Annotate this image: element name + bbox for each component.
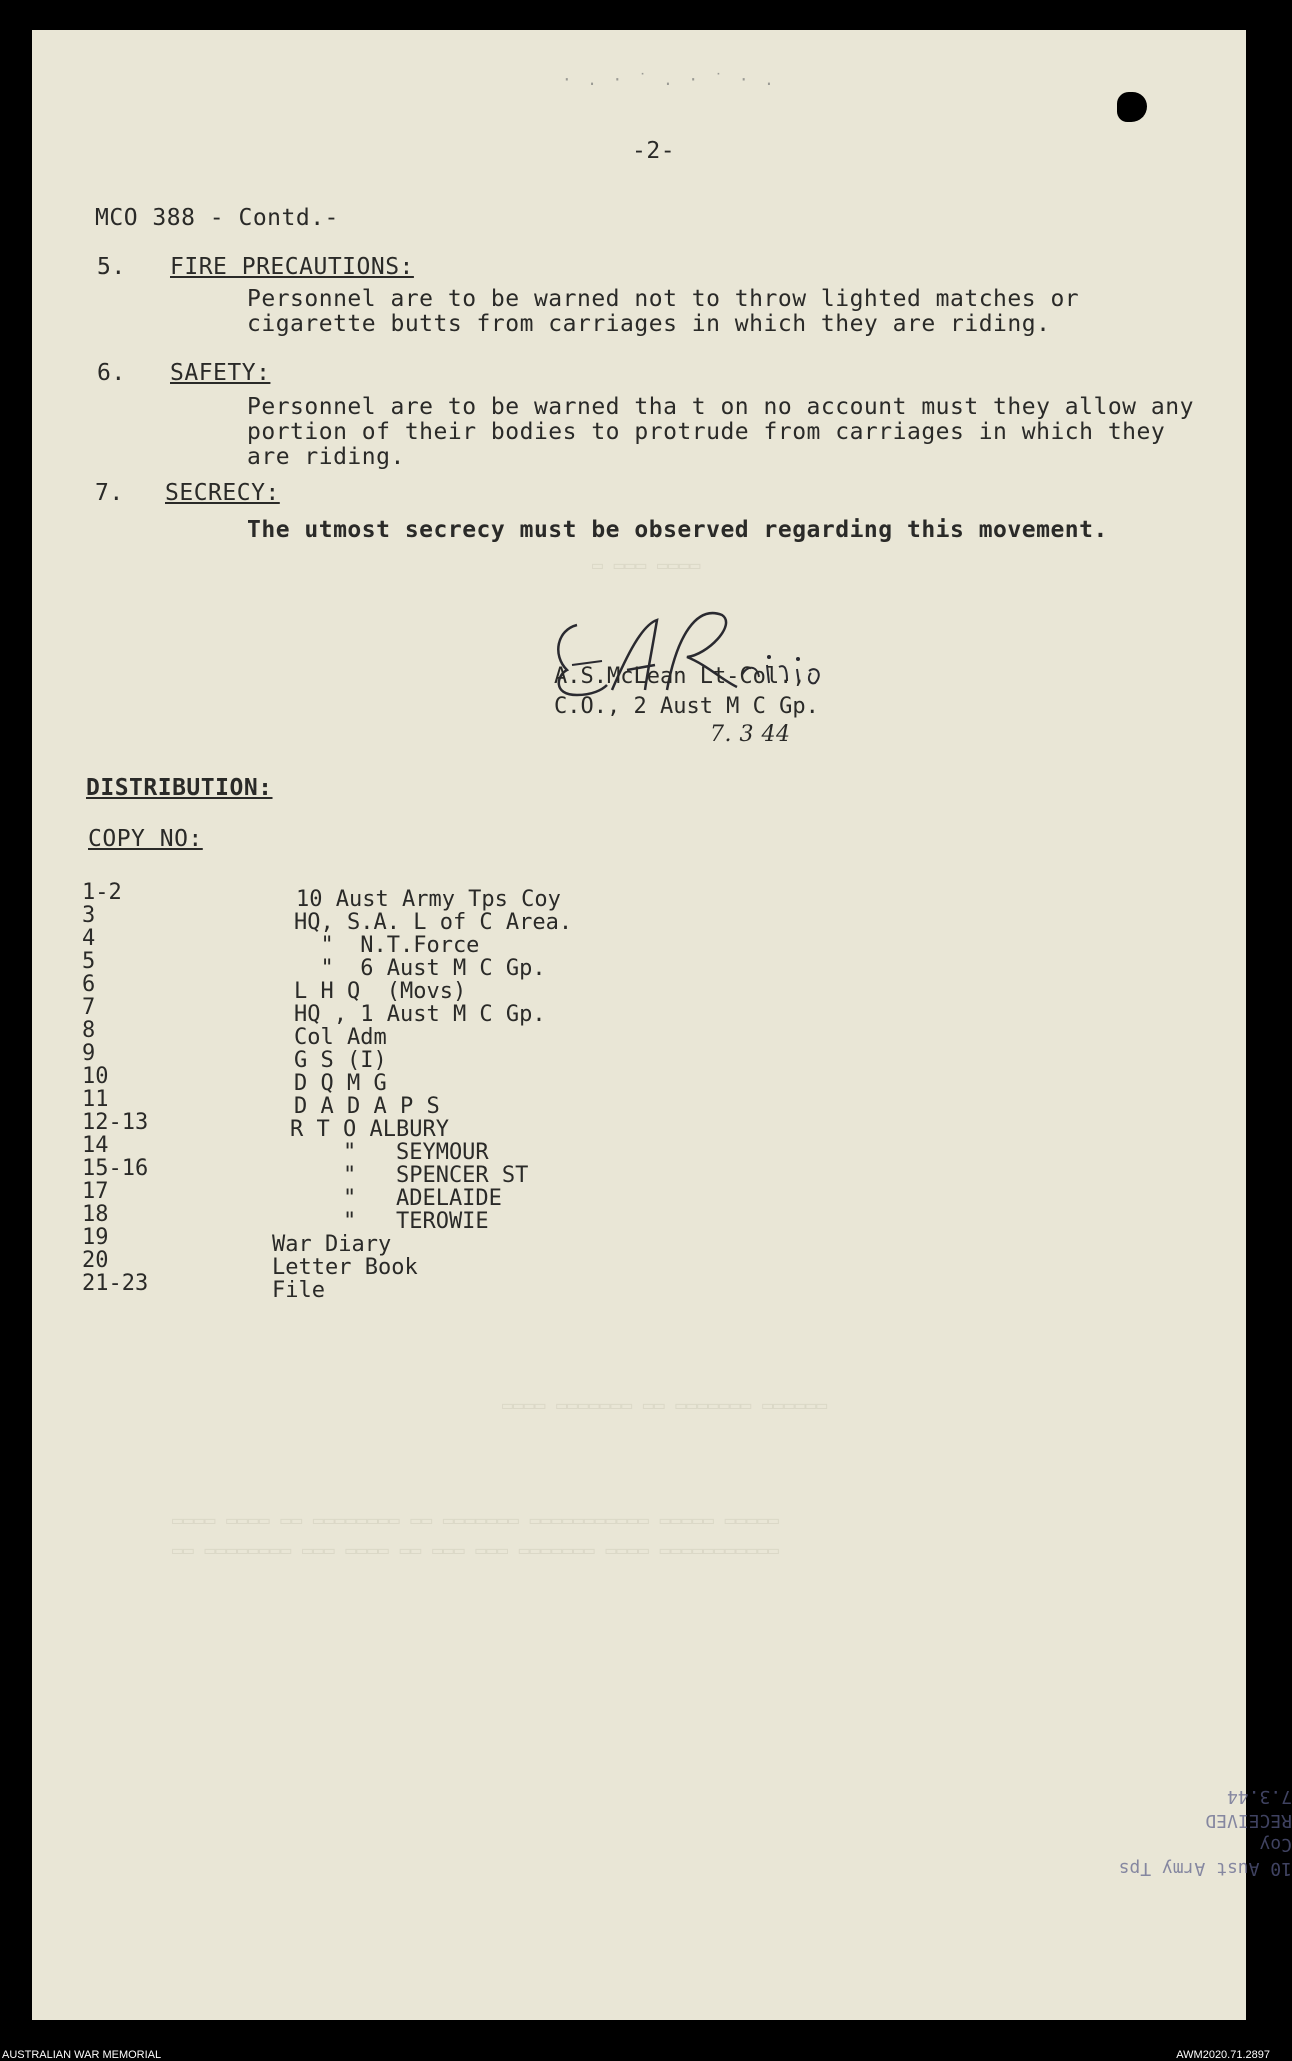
copy-number: 7 xyxy=(82,995,96,1020)
copy-number: 20 xyxy=(82,1248,109,1273)
recipient: D A D A P S xyxy=(294,1094,440,1119)
copy-no-heading: COPY NO: xyxy=(88,826,203,852)
copy-number: 21-23 xyxy=(82,1271,149,1296)
page-number: -2- xyxy=(632,138,676,164)
copy-number: 11 xyxy=(82,1087,109,1112)
paper-hole xyxy=(1117,92,1147,122)
signature-block xyxy=(554,662,819,722)
document-header: MCO 388 - Contd.- xyxy=(95,205,339,231)
recipient: R T O ALBURY xyxy=(290,1117,449,1142)
stamp-line: RECEIVED xyxy=(1205,1810,1292,1831)
copy-number: 4 xyxy=(82,926,96,951)
signatory-name: A.S.McLean Lt-Col., xyxy=(554,664,806,689)
recipient: " SPENCER ST xyxy=(290,1163,529,1188)
copy-number: 15-16 xyxy=(82,1156,149,1181)
recipient: 10 Aust Army Tps Coy xyxy=(296,887,561,912)
recipient: L H Q (Movs) xyxy=(294,979,467,1004)
copy-number: 1-2 xyxy=(82,880,122,905)
section-heading: SECRECY: xyxy=(165,480,280,506)
recipient: HQ, S.A. L of C Area. xyxy=(294,910,573,935)
section-heading: SAFETY: xyxy=(170,360,271,386)
recipient: " N.T.Force xyxy=(294,933,480,958)
show-through-text: ▭ ▭▭▭ ▭▭▭▭ xyxy=(592,555,701,576)
document-page xyxy=(32,30,1292,2020)
copy-number: 6 xyxy=(82,972,96,997)
recipient: " ADELAIDE xyxy=(290,1186,502,1211)
recipient: War Diary xyxy=(272,1232,392,1257)
stamp-line: 10 Aust Army Tps xyxy=(1118,1858,1292,1879)
copy-number: 17 xyxy=(82,1179,109,1204)
recipient: Col Adm xyxy=(294,1025,387,1050)
copy-number: 9 xyxy=(82,1041,96,1066)
received-stamp xyxy=(1072,1730,1292,1880)
copy-number: 18 xyxy=(82,1202,109,1227)
handwritten-date: 7. 3 44 xyxy=(710,722,791,747)
section-number: 7. xyxy=(95,480,124,506)
recipient: " SEYMOUR xyxy=(290,1140,489,1165)
copy-number: 19 xyxy=(82,1225,109,1250)
recipient: " TEROWIE xyxy=(290,1209,489,1234)
recipient: D Q M G xyxy=(294,1071,387,1096)
section-heading: FIRE PRECAUTIONS: xyxy=(170,254,414,280)
distribution-heading: DISTRIBUTION: xyxy=(86,775,273,801)
show-through-text: ▭▭▭▭ ▭▭▭▭▭▭▭ ▭▭ ▭▭▭▭▭▭▭ ▭▭▭▭▭▭ xyxy=(502,1395,828,1416)
copy-number: 14 xyxy=(82,1133,109,1158)
section-number: 5. xyxy=(97,254,126,280)
recipient: Letter Book xyxy=(272,1255,418,1280)
section-text: Personnel are to be warned not to throw lighted matches or cigarette butts from carriages in which they are riding. xyxy=(247,286,1080,337)
recipient: File xyxy=(272,1278,325,1303)
copy-number: 5 xyxy=(82,949,96,974)
show-through-text: ▭▭ ▭▭▭▭▭▭▭▭ ▭▭▭ ▭▭▭▭ ▭▭ ▭▭▭ ▭▭▭ ▭▭▭▭▭▭▭ ▭▭▭▭ ▭▭▭▭▭▭▭▭▭▭▭ xyxy=(172,1540,779,1561)
footer-accession-number: AWM2020.71.2897 xyxy=(1176,2049,1270,2061)
section-number: 6. xyxy=(97,360,126,386)
section-text: Personnel are to be warned tha t on no account must they allow any portion of their bodies to protrude from carriages in which they are riding. xyxy=(247,394,1194,470)
recipient: " 6 Aust M C Gp. xyxy=(294,956,546,981)
footer-archive-name: AUSTRALIAN WAR MEMORIAL xyxy=(2,2049,162,2061)
copy-number: 8 xyxy=(82,1018,96,1043)
recipient: G S (I) xyxy=(294,1048,387,1073)
signatory-title: C.O., 2 Aust M C Gp. xyxy=(554,694,819,719)
section-text: The utmost secrecy must be observed regarding this movement. xyxy=(247,517,1108,543)
stamp-line: 7.3.44 xyxy=(1226,1786,1292,1807)
copy-number: 10 xyxy=(82,1064,109,1089)
copy-number: 12-13 xyxy=(82,1110,149,1135)
stamp-line: Coy xyxy=(1259,1834,1292,1855)
copy-number: 3 xyxy=(82,903,96,928)
recipient: HQ , 1 Aust M C Gp. xyxy=(294,1002,546,1027)
show-through-text: ▭▭▭▭ ▭▭▭▭ ▭▭ ▭▭▭▭▭▭▭▭ ▭▭ ▭▭▭▭▭▭▭ ▭▭▭▭▭▭▭▭▭▭▭ ▭▭▭▭▭ ▭▭▭▭▭ xyxy=(172,1510,779,1531)
faint-marks: · . · ˙ . · ˙ · . xyxy=(562,70,777,89)
